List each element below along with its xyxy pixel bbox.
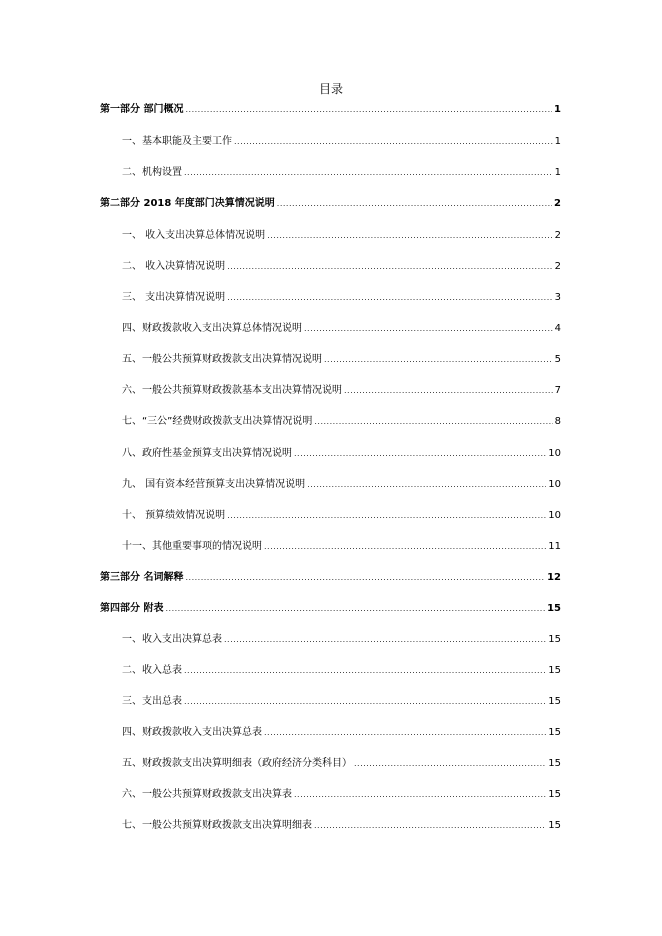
toc-entry[interactable] bbox=[122, 350, 561, 366]
toc-entry-page-number: 11 bbox=[548, 541, 561, 552]
toc-entry-page-number: 1 bbox=[554, 167, 561, 178]
dot-leader bbox=[277, 199, 552, 209]
toc-entry-label: 七、“三公”经费财政拨款支出决算情况说明 bbox=[122, 416, 313, 427]
dot-leader bbox=[264, 542, 546, 552]
toc-entry[interactable] bbox=[122, 444, 561, 460]
toc-entry[interactable] bbox=[122, 506, 561, 522]
toc-entry-page-number: 5 bbox=[554, 354, 561, 365]
toc-entry[interactable] bbox=[122, 319, 561, 335]
toc-entry-page-number: 15 bbox=[548, 758, 561, 769]
dot-leader bbox=[165, 604, 545, 614]
toc-entry-label: 四、财政拨款收入支出决算总表 bbox=[122, 727, 262, 738]
dot-leader bbox=[227, 511, 546, 521]
toc-entry[interactable] bbox=[122, 692, 561, 708]
toc-entry-label: 二、收入总表 bbox=[122, 665, 182, 676]
toc-entry-label: 八、政府性基金预算支出决算情况说明 bbox=[122, 448, 292, 459]
dot-leader bbox=[184, 697, 546, 707]
toc-entry-page-number: 1 bbox=[554, 136, 561, 147]
dot-leader bbox=[185, 573, 545, 583]
toc-entry[interactable] bbox=[100, 194, 561, 210]
toc-entry-page-number: 8 bbox=[554, 416, 561, 427]
toc-entry-page-number: 10 bbox=[548, 448, 561, 459]
dot-leader bbox=[264, 728, 546, 738]
dot-leader bbox=[307, 480, 546, 490]
toc-entry-page-number: 7 bbox=[554, 385, 561, 396]
dot-leader bbox=[304, 324, 553, 334]
dot-leader bbox=[324, 355, 553, 365]
dot-leader bbox=[184, 666, 546, 676]
toc-entry-label: 十一、其他重要事项的情况说明 bbox=[122, 541, 262, 552]
toc-entry-page-number: 15 bbox=[547, 603, 561, 614]
toc-entry[interactable] bbox=[122, 816, 561, 832]
dot-leader bbox=[267, 231, 552, 241]
toc-entry-page-number: 2 bbox=[554, 230, 561, 241]
toc-title: 目录 bbox=[318, 82, 343, 96]
dot-leader bbox=[227, 262, 552, 272]
toc-entry[interactable] bbox=[122, 537, 561, 553]
toc-entry-label: 第一部分 部门概况 bbox=[100, 104, 184, 115]
dot-leader bbox=[344, 386, 553, 396]
toc-entry-page-number: 15 bbox=[548, 820, 561, 831]
dot-leader bbox=[185, 105, 552, 115]
toc-entry[interactable] bbox=[122, 754, 561, 770]
toc-entry-label: 六、一般公共预算财政拨款基本支出决算情况说明 bbox=[122, 385, 342, 396]
toc-entry-label: 四、财政拨款收入支出决算总体情况说明 bbox=[122, 323, 302, 334]
dot-leader bbox=[354, 759, 546, 769]
toc-entry-label: 九、 国有资本经营预算支出决算情况说明 bbox=[122, 479, 306, 490]
toc-entry[interactable] bbox=[122, 132, 561, 148]
dot-leader bbox=[184, 168, 553, 178]
toc-entry-page-number: 15 bbox=[548, 634, 561, 645]
toc-entry-page-number: 10 bbox=[548, 479, 561, 490]
toc-entry-label: 三、支出总表 bbox=[122, 696, 182, 707]
toc-entry-label: 七、一般公共预算财政拨款支出决算明细表 bbox=[122, 820, 312, 831]
toc-entry-page-number: 2 bbox=[554, 198, 561, 209]
toc-entry-page-number: 4 bbox=[554, 323, 561, 334]
toc-entry[interactable] bbox=[100, 100, 561, 116]
toc-entry[interactable] bbox=[122, 226, 561, 242]
toc-entry[interactable] bbox=[100, 599, 561, 615]
toc-entry[interactable] bbox=[122, 475, 561, 491]
toc-entry-label: 第四部分 附表 bbox=[100, 603, 164, 614]
toc-entry-label: 二、 收入决算情况说明 bbox=[122, 261, 226, 272]
toc-entry-label: 五、一般公共预算财政拨款支出决算情况说明 bbox=[122, 354, 322, 365]
toc-entry-page-number: 15 bbox=[548, 696, 561, 707]
dot-leader bbox=[314, 417, 552, 427]
toc-entry[interactable] bbox=[122, 723, 561, 739]
toc-entry[interactable] bbox=[122, 412, 561, 428]
toc-entry-page-number: 2 bbox=[554, 261, 561, 272]
toc-entry-label: 第三部分 名词解释 bbox=[100, 572, 184, 583]
dot-leader bbox=[227, 293, 552, 303]
toc-entry[interactable] bbox=[122, 381, 561, 397]
toc-entry-page-number: 10 bbox=[548, 510, 561, 521]
dot-leader bbox=[294, 449, 546, 459]
toc-entry[interactable] bbox=[100, 568, 561, 584]
toc-entry-label: 一、基本职能及主要工作 bbox=[122, 136, 232, 147]
toc-entry-label: 第二部分 2018 年度部门决算情况说明 bbox=[100, 198, 275, 209]
toc-entry-label: 一、 收入支出决算总体情况说明 bbox=[122, 230, 266, 241]
toc-entry[interactable] bbox=[122, 785, 561, 801]
toc-entry[interactable] bbox=[122, 288, 561, 304]
dot-leader bbox=[314, 821, 546, 831]
toc-entry[interactable] bbox=[122, 257, 561, 273]
toc-entry-page-number: 1 bbox=[554, 104, 561, 115]
toc-entry-label: 六、一般公共预算财政拨款支出决算表 bbox=[122, 789, 292, 800]
toc-entry-label: 一、收入支出决算总表 bbox=[122, 634, 222, 645]
toc-entry-label: 二、机构设置 bbox=[122, 167, 182, 178]
dot-leader bbox=[294, 790, 546, 800]
toc-entry-page-number: 15 bbox=[548, 665, 561, 676]
toc-entry-page-number: 15 bbox=[548, 727, 561, 738]
toc-entry-label: 三、 支出决算情况说明 bbox=[122, 292, 226, 303]
toc-entry[interactable] bbox=[122, 661, 561, 677]
toc-entry-label: 五、财政拨款支出决算明细表（政府经济分类科目） bbox=[122, 758, 352, 769]
toc-entry-label: 十、 预算绩效情况说明 bbox=[122, 510, 226, 521]
toc-entry-page-number: 3 bbox=[554, 292, 561, 303]
toc-entry-page-number: 12 bbox=[547, 572, 561, 583]
toc-entry[interactable] bbox=[122, 163, 561, 179]
dot-leader bbox=[234, 137, 553, 147]
toc-entry[interactable] bbox=[122, 630, 561, 646]
toc-entry-page-number: 15 bbox=[548, 789, 561, 800]
dot-leader bbox=[224, 635, 546, 645]
